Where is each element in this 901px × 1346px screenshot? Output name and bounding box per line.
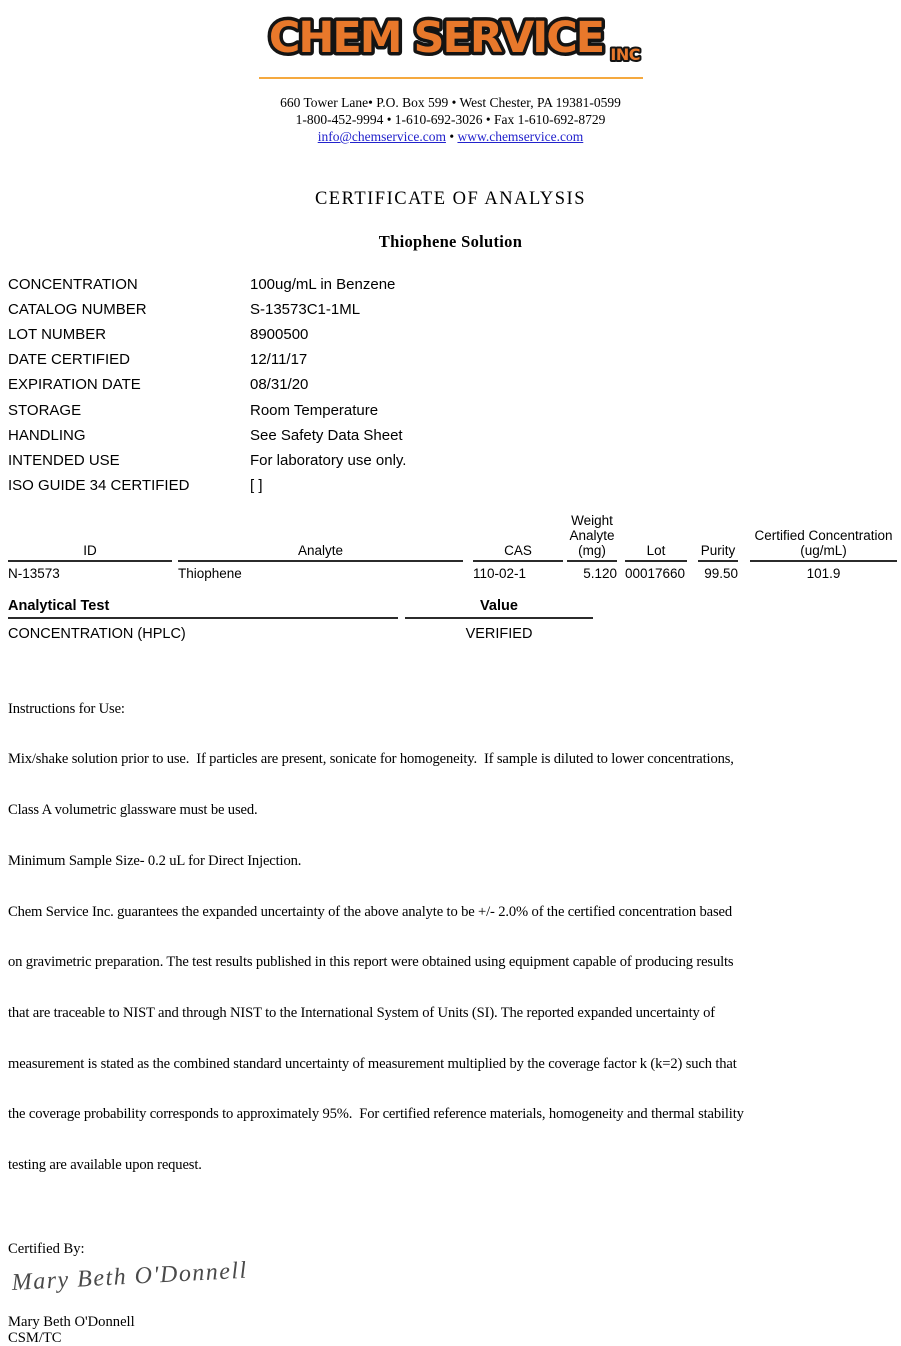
- column-header-purity: [698, 507, 738, 562]
- link-separator: •: [449, 129, 455, 144]
- instructions-line: measurement is stated as the combined standard uncertainty of measurement multiplied by the coverage factor k (k=2) such that: [8, 1055, 737, 1072]
- detail-row-storage: [8, 397, 901, 422]
- header-text: Certified Concentration: [754, 527, 893, 543]
- header-text: Lot: [646, 542, 666, 558]
- certified-by-label: Certified By:: [8, 1240, 85, 1257]
- cell-id: N-13573: [8, 565, 60, 581]
- column-header-id: [8, 507, 172, 562]
- detail-label: ISO GUIDE 34 CERTIFIED: [8, 476, 190, 494]
- analytical-test-name: CONCENTRATION (HPLC): [8, 625, 186, 642]
- cell-lot: 00017660: [625, 565, 686, 581]
- cell-certified-concentration: 101.9: [806, 565, 841, 581]
- cell-cas: 110-02-1: [473, 565, 527, 581]
- analytical-test-header: Analytical Test: [8, 598, 398, 619]
- column-analyte: [178, 507, 463, 581]
- header-text: Analyte: [297, 542, 344, 558]
- certified-by-section: [8, 1241, 901, 1346]
- instructions-line: the coverage probability corresponds to approximately 95%. For certified reference materials, homogeneity and thermal stability: [8, 1106, 744, 1123]
- document-header: [0, 0, 901, 145]
- product-name: Thiophene Solution: [378, 232, 523, 251]
- address-line-1: 660 Tower Lane• P.O. Box 599 • West Chester, PA 19381-0599: [280, 95, 621, 110]
- column-gap: [398, 598, 405, 619]
- instructions-heading: Instructions for Use:: [8, 700, 125, 717]
- website-link[interactable]: www.chemservice.com: [457, 129, 584, 144]
- column-lot: [625, 507, 687, 581]
- header-text: (mg): [578, 542, 606, 558]
- logo-inc-suffix: INC: [609, 45, 640, 64]
- column-header-weight-analyte: [567, 507, 617, 562]
- header-text: Weight: [571, 512, 613, 528]
- detail-row-handling: [8, 423, 901, 448]
- detail-label: EXPIRATION DATE: [8, 376, 141, 394]
- header-text: Analyte: [569, 527, 615, 543]
- analytical-tests-data-row: [8, 619, 901, 642]
- cell-analyte: Thiophene: [178, 565, 242, 581]
- header-text: Purity: [700, 542, 736, 558]
- value-header: Value: [405, 598, 593, 619]
- instructions-line: that are traceable to NIST and through NIST to the International System of Units (SI). The reported expanded uncertainty of: [8, 1004, 715, 1021]
- cell-purity: 99.50: [704, 565, 738, 581]
- logo-wordmark: CHEM SERVICE: [268, 13, 603, 63]
- column-header-cas: [473, 507, 563, 562]
- header-divider-rule: [259, 77, 643, 79]
- detail-value: For laboratory use only.: [250, 451, 407, 469]
- column-id: [8, 507, 172, 581]
- instructions-line: testing are available upon request.: [8, 1157, 202, 1174]
- detail-value: 08/31/20: [250, 376, 309, 394]
- detail-value: S-13573C1-1ML: [250, 301, 361, 319]
- detail-row-concentration: [8, 272, 901, 297]
- cell-weight-mg: 5.120: [583, 565, 617, 581]
- instructions-line: Chem Service Inc. guarantees the expanded uncertainty of the above analyte to be +/- 2.0% of the certified concentration based: [8, 903, 732, 920]
- column-header-analyte: [178, 507, 463, 562]
- detail-row-intended-use: [8, 448, 901, 473]
- contact-links-line: [0, 128, 901, 145]
- detail-value: Room Temperature: [250, 401, 379, 419]
- detail-value: 8900500: [250, 326, 309, 344]
- detail-label: DATE CERTIFIED: [8, 351, 130, 369]
- product-details-list: [8, 272, 901, 498]
- analytical-tests-section: [8, 598, 901, 642]
- column-weight-analyte: [567, 507, 617, 581]
- detail-row-lot-number: [8, 322, 901, 347]
- certifier-name: Mary Beth O'Donnell: [8, 1313, 135, 1330]
- iso-guide-checkbox: [ ]: [250, 476, 263, 494]
- column-certified-concentration: [750, 507, 897, 581]
- instructions-section: [8, 667, 901, 1208]
- detail-label: CONCENTRATION: [8, 276, 138, 294]
- company-logo: [256, 7, 646, 65]
- chem-service-logo-graphic: [256, 7, 646, 65]
- column-header-lot: [625, 507, 687, 562]
- detail-value: 100ug/mL in Benzene: [250, 276, 396, 294]
- detail-label: LOT NUMBER: [8, 326, 107, 344]
- column-purity: [698, 507, 738, 581]
- detail-row-expiration-date: [8, 372, 901, 397]
- analytical-test-value: VERIFIED: [465, 625, 533, 642]
- detail-value: 12/11/17: [250, 351, 308, 369]
- detail-label: HANDLING: [8, 426, 86, 444]
- detail-row-iso-guide-34: [8, 473, 901, 498]
- analyte-table: [8, 507, 901, 581]
- handwritten-signature: Mary Beth O'Donnell: [11, 1257, 249, 1296]
- instructions-line: Mix/shake solution prior to use. If particles are present, sonicate for homogeneity. If sample is diluted to lower concentrations,: [8, 751, 734, 768]
- header-text: ID: [83, 542, 97, 558]
- analytical-tests-header-row: [8, 598, 901, 619]
- address-line-2: 1-800-452-9994 • 1-610-692-3026 • Fax 1-610-692-8729: [295, 112, 606, 127]
- header-text: CAS: [504, 542, 532, 558]
- instructions-line: on gravimetric preparation. The test results published in this report were obtained using equipment capable of producing results: [8, 954, 734, 971]
- detail-label: INTENDED USE: [8, 451, 120, 469]
- column-header-certified-concentration: [750, 507, 897, 562]
- instructions-line: Minimum Sample Size- 0.2 uL for Direct Injection.: [8, 852, 302, 869]
- certifier-title: CSM/TC: [8, 1329, 62, 1346]
- instructions-line: Class A volumetric glassware must be used.: [8, 802, 258, 819]
- detail-label: STORAGE: [8, 401, 82, 419]
- detail-row-catalog-number: [8, 297, 901, 322]
- column-gap: [398, 619, 405, 642]
- email-link[interactable]: info@chemservice.com: [317, 129, 446, 144]
- document-title: CERTIFICATE OF ANALYSIS: [314, 189, 587, 209]
- column-cas: [473, 507, 563, 581]
- detail-row-date-certified: [8, 347, 901, 372]
- header-text: (ug/mL): [800, 542, 847, 558]
- detail-label: CATALOG NUMBER: [8, 301, 147, 319]
- detail-value: See Safety Data Sheet: [250, 426, 403, 444]
